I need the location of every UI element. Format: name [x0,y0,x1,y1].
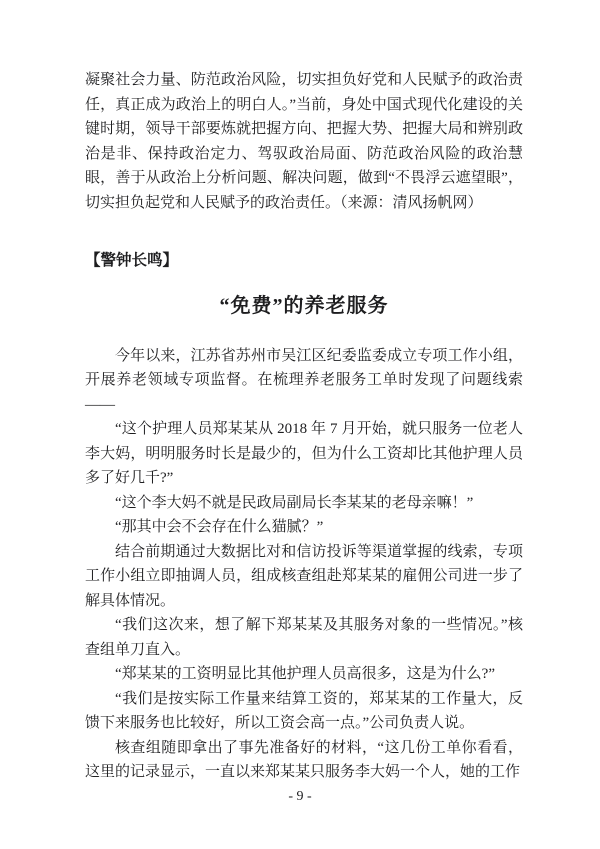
continuation-paragraph: 凝聚社会力量、防范政治风险，切实担负好党和人民赋予的政治责任，真正成为政治上的明白人。”当前，身处中国式现代化建设的关键时期，领导干部要炼就把握方向、把握大势、把握大局和辨别政治是非、保持政治定力、驾驭政治局面、防范政治风险的政治慧眼，善于从政治上分析问题、解决问题，做到“不畏浮云遮望眼”，切实担负起党和人民赋予的政治责任。（来源：清风扬帆网） [85,72,523,211]
page-text-content [85,68,523,785]
article-paragraph: “那其中会不会存在什么猫腻？” [115,519,324,535]
article-paragraph: “我们是按实际工作量来结算工资的，郑某某的工作量大，反馈下来服务也比较好，所以工资会高一点。”公司负责人说。 [85,690,523,731]
article-paragraph: “这个李大妈不就是民政局副局长李某某的老母亲嘛！” [115,494,474,511]
article-paragraph: “郑某某的工资明显比其他护理人员高很多，这是为什么?” [115,666,495,682]
article-paragraph: 核查组随即拿出了事先准备好的材料，“这几份工单你看看，这里的记录显示，一直以来郑某某只服务李大妈一个人，她的工作 [85,739,523,780]
article-paragraph: “这个护理人员郑某某从 2018 年 7 月开始，就只服务一位老人李大妈，明明服务时长是最少的，但为什么工资却比其他护理人员多了好几千?” [85,421,523,486]
article-title: “免费”的养老服务 [219,294,389,317]
section-label: 【警钟长鸣】 [85,252,179,269]
article-paragraph: 今年以来，江苏省苏州市吴江区纪委监委成立专项工作小组，开展养老领域专项监督。在梳理养老服务工单时发现了问题线索—— [85,347,523,413]
article-paragraph: “我们这次来，想了解下郑某某及其服务对象的一些情况。”核查组单刀直入。 [85,617,523,658]
article-paragraph: 结合前期通过大数据比对和信访投诉等渠道掌握的线索，专项工作小组立即抽调人员，组成核查组赴郑某某的雇佣公司进一步了解具体情况。 [85,543,523,609]
page-number: - 9 - [288,789,312,804]
